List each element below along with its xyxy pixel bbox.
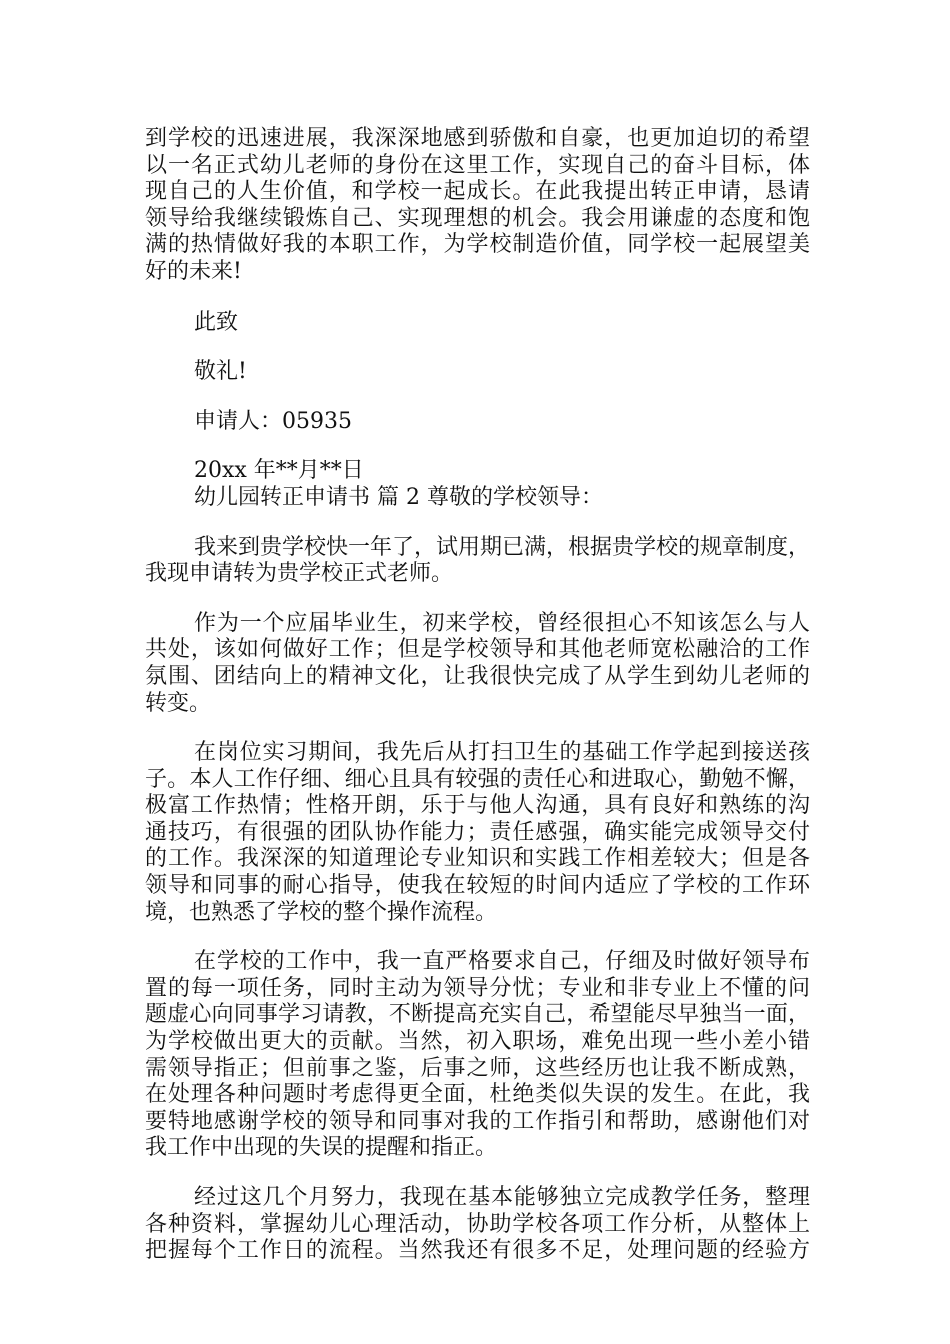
- text-line: 我来到贵学校快一年了，试用期已满，根据贵学校的规章制度，: [194, 534, 810, 560]
- paragraph: [145, 611, 810, 717]
- text-line: 把握每个工作日的流程。当然我还有很多不足，处理问题的经验方: [145, 1238, 810, 1264]
- applicant-line: 申请人：05935: [194, 408, 352, 434]
- text-line: 在学校的工作中，我一直严格要求自己，仔细及时做好领导布: [194, 949, 810, 975]
- text-line: 共处，该如何做好工作；但是学校领导和其他老师宽松融洽的工作: [145, 637, 810, 663]
- text-line: 领导给我继续锻炼自己、实现理想的机会。我会用谦虚的态度和饱: [145, 205, 810, 231]
- text-line: 以一名正式幼儿老师的身份在这里工作，实现自己的奋斗目标，体: [145, 152, 810, 178]
- text-line: 在处理各种问题时考虑得更全面，杜绝类似失误的发生。在此，我: [145, 1082, 810, 1108]
- salutation: 此致: [194, 309, 239, 335]
- text-line: 极富工作热情；性格开朗，乐于与他人沟通，具有良好和熟练的沟: [145, 793, 810, 819]
- text-line: 境，也熟悉了学校的整个操作流程。: [145, 899, 498, 925]
- paragraph: [145, 1185, 810, 1265]
- text-line: 为学校做出更大的贡献。当然，初入职场，难免出现一些小差小错: [145, 1029, 810, 1055]
- text-line: 到学校的迅速进展，我深深地感到骄傲和自豪，也更加迫切的希望: [145, 126, 810, 151]
- text-line: 子。本人工作仔细、细心且具有较强的责任心和进取心，勤勉不懈，: [145, 766, 810, 792]
- date-line: 20xx 年**月**日: [194, 458, 364, 484]
- text-line: 需领导指正；但前事之鉴，后事之师，这些经历也让我不断成熟，: [145, 1055, 810, 1081]
- text-line: 各种资料，掌握幼儿心理活动，协助学校各项工作分析，从整体上: [145, 1211, 810, 1237]
- text-line: 我工作中出现的失误的提醒和指正。: [145, 1135, 498, 1161]
- text-line: 通技巧，有很强的团队协作能力；责任感强，确实能完成领导交付: [145, 819, 810, 845]
- document-page: [145, 126, 810, 1265]
- text-line: 题虚心向同事学习请教，不断提高充实自己，希望能尽早独当一面，: [145, 1002, 810, 1028]
- text-line: 氛围、团结向上的精神文化，让我很快完成了从学生到幼儿老师的: [145, 663, 810, 689]
- text-line: 要特地感谢学校的领导和同事对我的工作指引和帮助，感谢他们对: [145, 1108, 810, 1134]
- text-line: 置的每一项任务，同时主动为领导分忧；专业和非专业上不懂的问: [145, 975, 810, 1001]
- text-line: 转变。: [145, 690, 212, 716]
- section-title: 幼儿园转正申请书 篇 2 尊敬的学校领导：: [194, 484, 603, 510]
- paragraph: [145, 535, 810, 588]
- text-line: 好的未来!: [145, 258, 242, 284]
- text-line: 领导和同事的耐心指导，使我在较短的时间内适应了学校的工作环: [145, 873, 810, 899]
- text-line: 经过这几个月努力，我现在基本能够独立完成教学任务，整理: [194, 1185, 810, 1210]
- paragraph: [145, 949, 810, 1162]
- intro-paragraph: [145, 126, 810, 286]
- text-line: 作为一个应届毕业生，初来学校，曾经很担心不知该怎么与人: [194, 610, 810, 636]
- text-line: 的工作。我深深的知道理论专业知识和实践工作相差较大；但是各: [145, 846, 810, 872]
- text-line: 在岗位实习期间，我先后从打扫卫生的基础工作学起到接送孩: [194, 740, 810, 766]
- text-line: 我现申请转为贵学校正式老师。: [145, 561, 454, 587]
- text-line: 现自己的人生价值，和学校一起成长。在此我提出转正申请，恳请: [145, 179, 810, 205]
- paragraph: [145, 740, 810, 926]
- regards: 敬礼!: [194, 359, 247, 385]
- text-line: 满的热情做好我的本职工作，为学校制造价值，同学校一起展望美: [145, 232, 810, 258]
